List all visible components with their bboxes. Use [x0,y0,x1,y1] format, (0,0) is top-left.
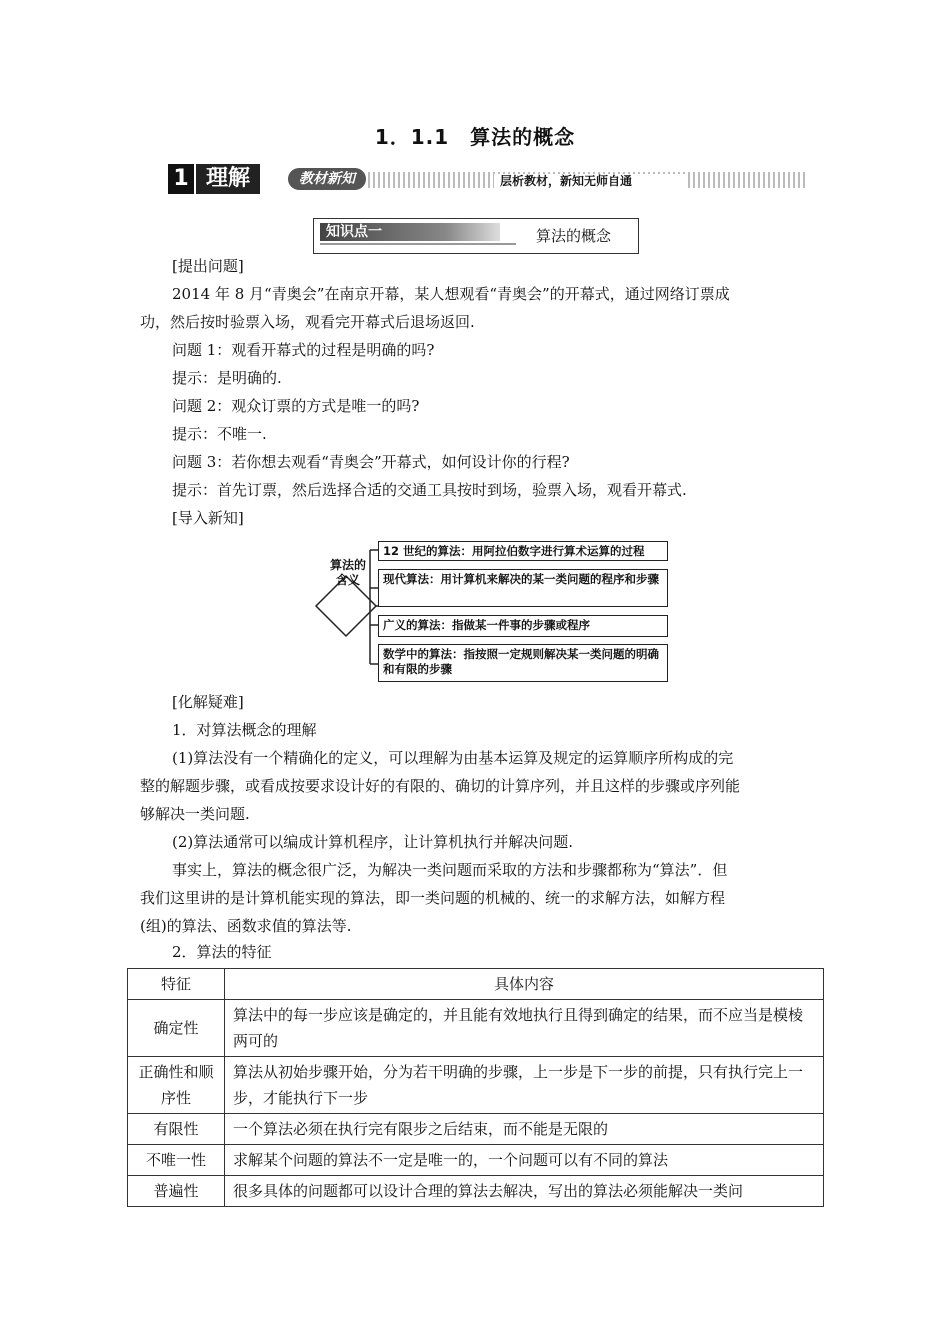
table-cell-key: 正确性和顺序性 [128,1057,225,1114]
diagram-center-label: 算法的 含义 [329,558,366,587]
paragraph: (组)的算法、函数求值的算法等. [140,917,352,935]
table-cell-value: 算法中的每一步应该是确定的，并且能有效地执行且得到确定的结果，而不应当是模棱两可的 [225,1000,824,1057]
paragraph: 整的解题步骤，或看成按要求设计好的有限的、确切的计算序列，并且这样的步骤或序列能 [140,777,741,795]
knowledge-point-title: 算法的概念 [536,227,612,245]
table-header: 具体内容 [225,969,824,1000]
subheading: 2．算法的特征 [172,943,272,961]
table-cell-key: 确定性 [128,1000,225,1057]
table-cell-value: 一个算法必须在执行完有限步之后结束，而不能是无限的 [225,1114,824,1145]
table-cell-value: 求解某个问题的算法不一定是唯一的，一个问题可以有不同的算法 [225,1145,824,1176]
table-header-row [128,969,824,1000]
table-cell-key: 不唯一性 [128,1145,225,1176]
paragraph: 事实上，算法的概念很广泛，为解决一类问题而采取的方法和步骤都称为“算法”．但 [172,861,728,879]
section-heading: [提出问题] [172,257,244,275]
paragraph: 2014 年 8 月“青奥会”在南京开幕，某人想观看“青奥会”的开幕式，通过网络订票成 [172,285,730,303]
features-table [127,968,824,1207]
concept-diagram [310,536,672,684]
table-row [128,1057,824,1114]
paragraph: (1)算法没有一个精确化的定义，可以理解为由基本运算及规定的运算顺序所构成的完 [172,749,734,767]
table-cell-value: 很多具体的问题都可以设计合理的算法去解决，写出的算法必须能解决一类问 [225,1176,824,1207]
section-banner [168,164,810,196]
table-row [128,1145,824,1176]
question: 问题 3：若你想去观看“青奥会”开幕式，如何设计你的行程? [172,453,570,471]
banner-subtitle: 教材新知 [288,168,366,190]
hint: 提示：首先订票，然后选择合适的交通工具按时到场，验票入场，观看开幕式. [172,481,687,499]
question: 问题 1：观看开幕式的过程是明确的吗? [172,341,435,359]
paragraph: (2)算法通常可以编成计算机程序，让计算机执行并解决问题. [172,833,574,851]
paragraph: 功，然后按时验票入场，观看完开幕式后退场返回. [140,313,475,331]
diagram-item: 数学中的算法：指按照一定规则解决某一类问题的明确和有限的步骤 [378,644,668,682]
section-heading: [导入新知] [172,509,244,527]
diagram-item: 广义的算法：指做某一件事的步骤或程序 [378,615,668,637]
knowledge-point-label: 知识点一 [320,223,500,241]
table-cell-key: 普遍性 [128,1176,225,1207]
banner-number: 1 [168,164,194,194]
table-row [128,1114,824,1145]
page-title: 1．1.1 算法的概念 [374,125,576,149]
divider [320,243,516,245]
banner-title: 理解 [196,164,260,194]
paragraph: 够解决一类问题. [140,805,250,823]
section-heading: [化解疑难] [172,693,244,711]
knowledge-point-box [313,218,639,254]
banner-tagline: 层析教材，新知无师自通 [494,174,686,188]
table-row [128,1000,824,1057]
table-cell-key: 有限性 [128,1114,225,1145]
hint: 提示：是明确的. [172,369,282,387]
diagram-item: 现代算法：用计算机来解决的某一类问题的程序和步骤 [378,569,668,607]
table-header: 特征 [128,969,225,1000]
question: 问题 2：观众订票的方式是唯一的吗? [172,397,420,415]
table-cell-value: 算法从初始步骤开始，分为若干明确的步骤，上一步是下一步的前提，只有执行完上一步，才能执行下一步 [225,1057,824,1114]
hint: 提示：不唯一. [172,425,267,443]
subheading: 1．对算法概念的理解 [172,721,317,739]
diagram-item: 12 世纪的算法：用阿拉伯数字进行算术运算的过程 [378,541,668,561]
table-row [128,1176,824,1207]
paragraph: 我们这里讲的是计算机能实现的算法，即一类问题的机械的、统一的求解方法，如解方程 [140,889,726,907]
